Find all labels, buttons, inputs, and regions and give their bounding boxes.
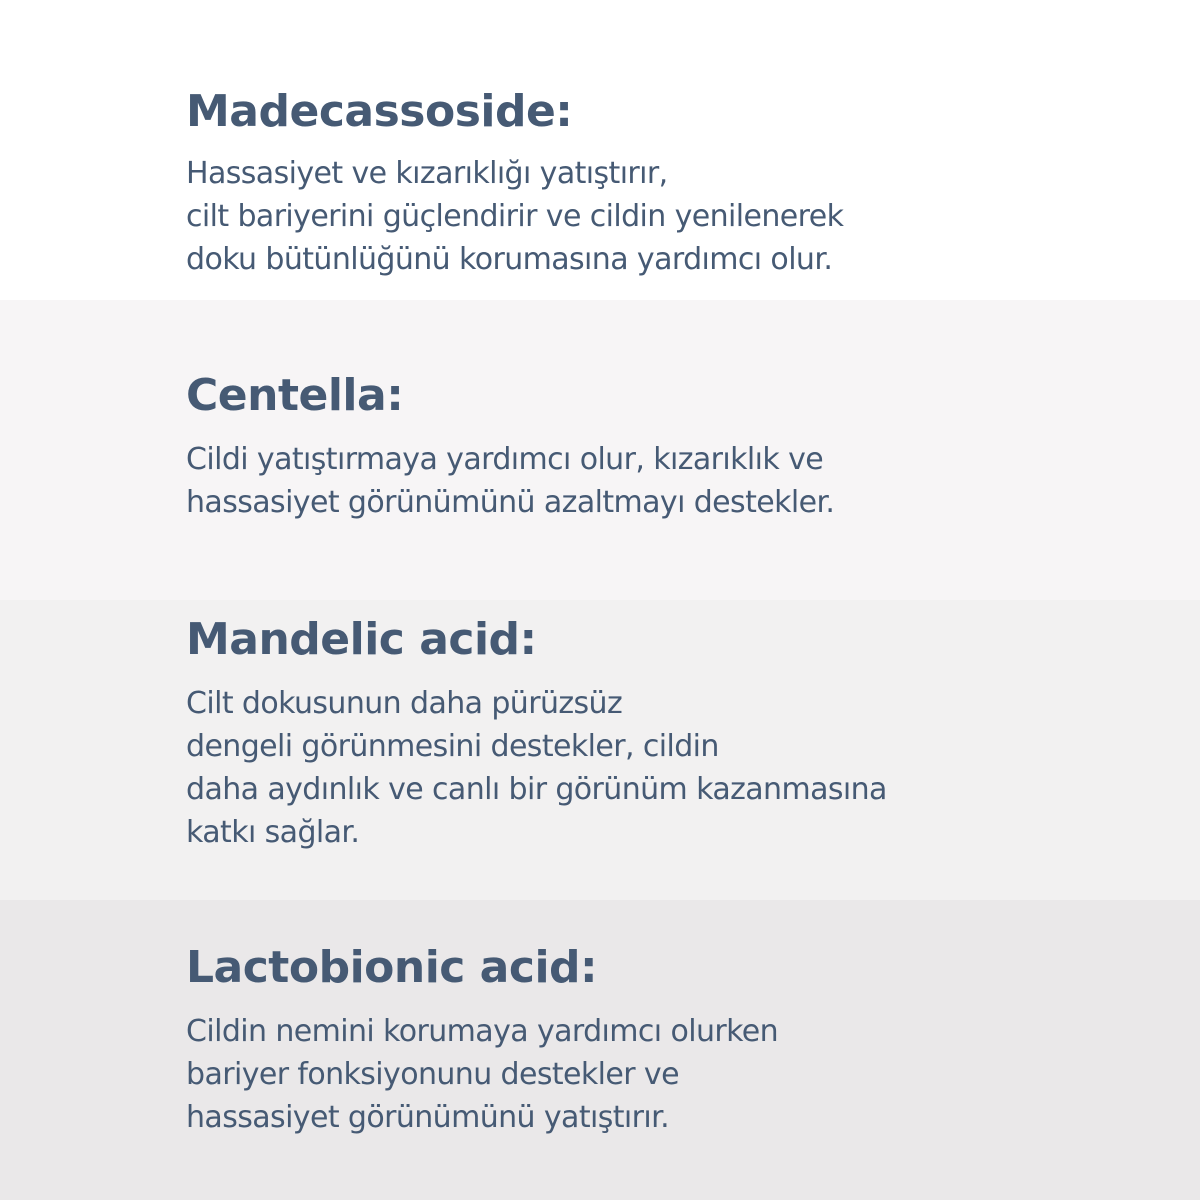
ingredient-description [186,666,1080,854]
description-line: hassasiyet görünümünü azaltmayı destekler. [186,485,835,520]
ingredient-description [186,994,1080,1139]
ingredient-title: Centella: [186,370,404,421]
description-line: Cildin nemini korumaya yardımcı olurken [186,1014,779,1049]
description-line: Hassasiyet ve kızarıklığı yatıştırır, [186,156,668,191]
description-line: Cilt dokusunun daha pürüzsüz [186,686,623,721]
ingredient-section-lactobionic-acid [0,900,1200,1200]
description-line: doku bütünlüğünü korumasına yardımcı olur. [186,242,833,277]
ingredient-title: Madecassoside: [186,86,573,137]
description-line: katkı sağlar. [186,815,360,850]
ingredient-description [186,422,1080,524]
description-line: cilt bariyerini güçlendirir ve cildin yenilenerek [186,199,844,234]
ingredient-section-centella [0,300,1200,600]
ingredient-description [186,138,1080,281]
description-line: dengeli görünmesini destekler, cildin [186,729,719,764]
ingredient-section-madecassoside [0,0,1200,300]
description-line: bariyer fonksiyonunu destekler ve [186,1057,679,1092]
ingredient-section-mandelic-acid [0,600,1200,900]
description-line: daha aydınlık ve canlı bir görünüm kazanmasına [186,772,887,807]
ingredient-title: Lactobionic acid: [186,942,598,993]
description-line: hassasiyet görünümünü yatıştırır. [186,1100,670,1135]
ingredient-title: Mandelic acid: [186,614,537,665]
description-line: Cildi yatıştırmaya yardımcı olur, kızarıklık ve [186,442,824,477]
